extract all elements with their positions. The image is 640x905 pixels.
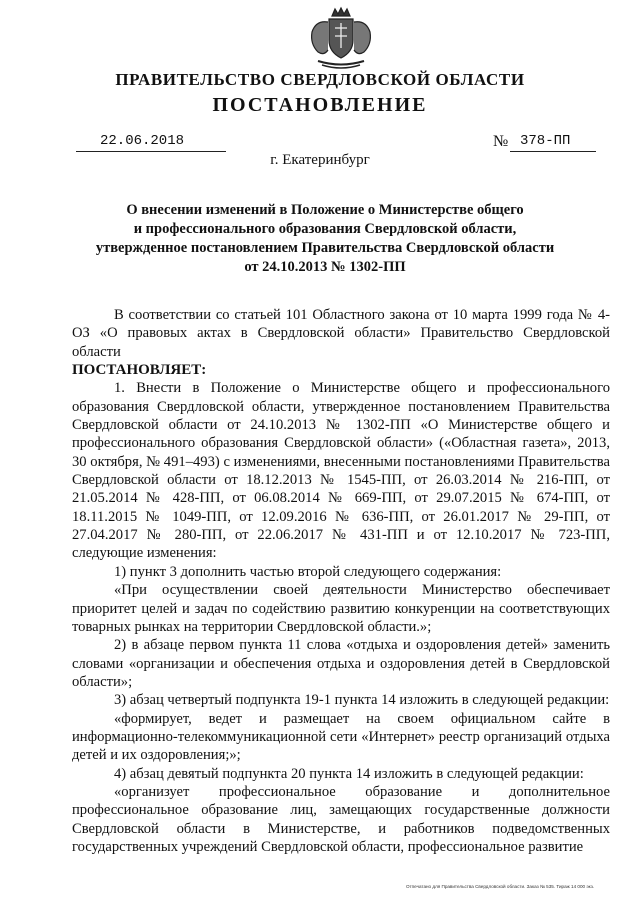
item-4-quote: «организует профессиональное образование и дополнительное профессиональное образование лиц, замещающих государственные должности Свердловской области в Министерстве, и работников подведомственных государственных учреждений Свердловской области, профессиональное развитие [72,783,610,855]
subject-block [80,201,570,277]
print-footer: Отпечатано для Правительства Свердловской области. Заказ № 535. Тираж 14 000 экз. [406,884,595,889]
document-number: 378-ПП [510,133,596,152]
item-1-quote: «При осуществлении своей деятельности Министерство обеспечивает приоритет целей и задач по содействию развитию конкуренции на соответствующих товарных рынках на территории Свердловской области.»; [72,582,610,635]
document-body [72,306,610,856]
subject-line: и профессионального образования Свердловской области, [133,221,517,237]
subject-line: утвержденное постановлением Правительства Свердловской области [95,240,555,256]
coat-of-arms-emblem [302,6,380,72]
item-3: 3) абзац четвертый подпункта 19-1 пункта 14 изложить в следующей редакции: [114,692,610,709]
document-date: 22.06.2018 [76,133,226,152]
subject-line: О внесении изменений в Положение о Министерстве общего [126,202,524,218]
document-type-heading: ПОСТАНОВЛЕНИЕ [212,94,428,116]
number-label: № [493,133,509,150]
decree-word: ПОСТАНОВЛЯЕТ: [72,362,207,379]
government-title: ПРАВИТЕЛЬСТВО СВЕРДЛОВСКОЙ ОБЛАСТИ [115,70,525,89]
preamble-paragraph: В соответствии со статьей 101 Областного закона от 10 марта 1999 года № 4-ОЗ «О правовых актах в Свердловской области» Правительство Свердловской области [72,307,610,360]
item-1: 1) пункт 3 дополнить частью второй следующего содержания: [114,563,502,580]
item-4: 4) абзац девятый подпункта 20 пункта 14 изложить в следующей редакции: [114,765,584,782]
subject-line: от 24.10.2013 № 1302-ПП [244,259,406,275]
city-line: г. Екатеринбург [270,152,370,168]
item-3-quote: «формирует, ведет и размещает на своем официальном сайте в информационно-телекоммуникационной сети «Интернет» реестр организаций отдыха детей и их оздоровления;»; [72,710,610,764]
item-2: 2) в абзаце первом пункта 11 слова «отдыха и оздоровления детей» заменить словами «организации и обеспечения отдыха и оздоровления детей в Свердловской области»; [72,637,610,690]
paragraph-1: 1. Внести в Положение о Министерстве общего и профессионального образования Свердловской области, утвержденное постановлением Правительства Свердловской области от 24.10.2013 № 1302-ПП «О Министерстве общего и профессионального образования Свердловской области» («Областная газета», 2013, 30 октября, № 491–493) с изменениями, внесенными постановлениями Правительства Свердловской области от 18.12.2013 № 1545-ПП, от 26.03.2014 № 216-ПП, от 21.05.2014 № 428-ПП, от 06.08.2014 № 669-ПП, от 29.07.2015 № 674-ПП, от 18.11.2015 № 1049-ПП, от 12.09.2016 № 636-ПП, от 26.01.2017 № 29-ПП, от 27.04.2017 № 280-ПП, от 22.06.2017 № 431-ПП и от 12.10.2017 № 723-ПП, следующие изменения: [72,380,610,562]
